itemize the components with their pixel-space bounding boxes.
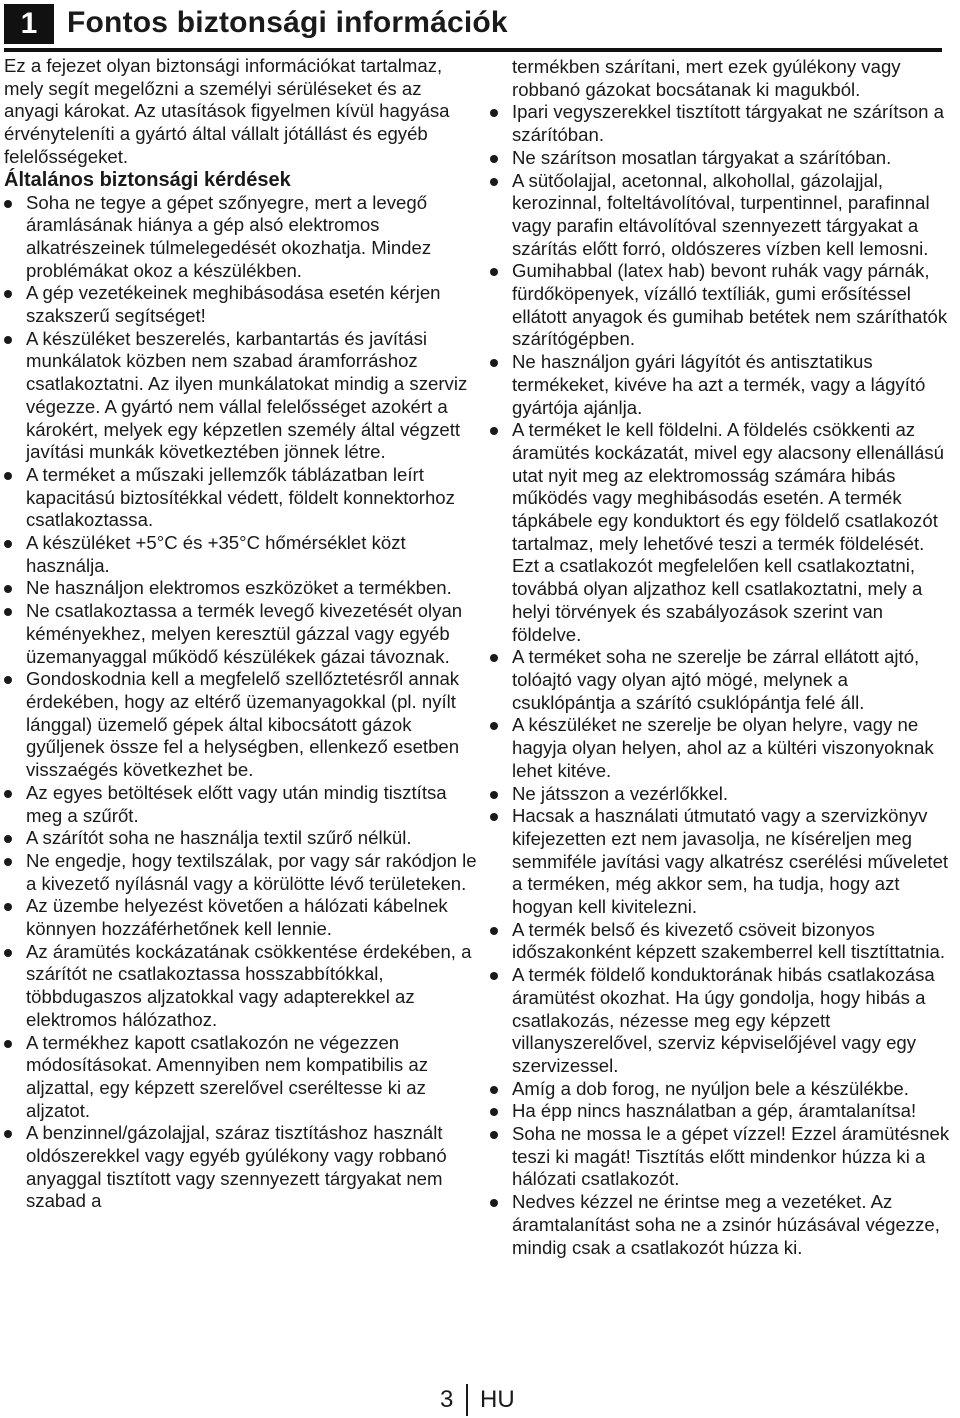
- continuation-text: termékben szárítani, mert ezek gyúlékony vagy robbanó gázokat bocsátanak ki magukból.: [512, 56, 901, 100]
- list-item: Ne használjon elektromos eszközöket a termékben.: [4, 577, 478, 600]
- list-item: A termék földelő konduktorának hibás csatlakozása áramütést okozhat. Ha úgy gondolja, hogy hibás a csatlakozás, nézesse meg egy képzett villanyszerelővel, szerviz képviselőjével vagy egy szervizessel.: [490, 964, 954, 1078]
- list-item: A sütőolajjal, acetonnal, alkohollal, gázolajjal, kerozinnal, folteltávolítóval, turpentinnel, parafinnal vagy parafin eltávolítóval szennyezett tárgyakat a szárítás előtt forró, oldószeres vízben kell lemosni.: [490, 170, 954, 261]
- list-item: Amíg a dob forog, ne nyúljon bele a készülékbe.: [490, 1078, 954, 1101]
- right-safety-list: [490, 101, 954, 1259]
- list-item: A készüléket ne szerelje be olyan helyre, vagy ne hagyja olyan helyen, ahol az a kültéri viszonyoknak lehet kitéve.: [490, 714, 954, 782]
- list-item: A terméket le kell földelni. A földelés csökkenti az áramütés kockázatát, mivel egy alacsony ellenállású utat nyit meg az elektromosság számára hibás működés vagy meghibásodás esetén. A termék tápkábele egy konduktort és egy földelő csatlakozót tartalmaz, mely lehetővé teszi a termék földelését. Ezt a csatlakozót megfelelően kell csatlakoztatni, továbbá olyan aljzathoz kell csatlakoztatni, mely a helyi törvények és szabályozások szerint van földelve.: [490, 419, 954, 646]
- list-item: Ne csatlakoztassa a termék levegő kivezetését olyan kéményekhez, melyen keresztül gázzal vagy egyéb üzemanyaggal működő készülékek gázai távoznak.: [4, 600, 478, 668]
- list-item: Soha ne mossa le a gépet vízzel! Ezzel áramütésnek teszi ki magát! Tisztítás előtt mindenkor húzza ki a hálózati csatlakozót.: [490, 1123, 954, 1191]
- section-subheading: Általános biztonsági kérdések: [4, 168, 291, 191]
- list-item: Ne szárítson mosatlan tárgyakat a szárítóban.: [490, 147, 954, 170]
- list-item: Ha épp nincs használatban a gép, áramtalanítsa!: [490, 1100, 954, 1123]
- list-item: A szárítót soha ne használja textil szűrő nélkül.: [4, 827, 478, 850]
- footer-divider: [466, 1384, 468, 1416]
- header-divider: [4, 48, 942, 52]
- list-item: A termékhez kapott csatlakozón ne végezzen módosításokat. Amennyiben nem kompatibilis az aljzattal, egy képzett szerelővel cseréltesse ki az aljzatot.: [4, 1032, 478, 1123]
- list-item: A termék belső és kivezető csöveit bizonyos időszakonként képzett szakemberrel kell tisztíttatnia.: [490, 919, 954, 964]
- list-item: A terméket a műszaki jellemzők táblázatban leírt kapacitású biztosítékkal védett, földelt konnektorhoz csatlakoztassa.: [4, 464, 478, 532]
- left-column: [4, 55, 478, 1213]
- list-item: A készüléket +5°C és +35°C hőmérséklet közt használja.: [4, 532, 478, 577]
- list-item: A gép vezetékeinek meghibásodása esetén kérjen szakszerű segítséget!: [4, 282, 478, 327]
- list-item: Nedves kézzel ne érintse meg a vezetéket. Az áramtalanítást soha ne a zsinór húzásával végezze, mindig csak a csatlakozót húzza ki.: [490, 1191, 954, 1259]
- list-item: Gondoskodnia kell a megfelelő szellőztetésről annak érdekében, hogy az eltérő üzemanyagokkal (pl. nyílt lánggal) üzemelő gépek által kibocsátott gázok gyűljenek össze fel a helységben, ellenkező esetben visszaégés következhet be.: [4, 668, 478, 782]
- list-item: A terméket soha ne szerelje be zárral ellátott ajtó, tolóajtó vagy olyan ajtó mögé, melynek a csuklópántja a szárító csuklópántja felé áll.: [490, 646, 954, 714]
- intro-paragraph: Ez a fejezet olyan biztonsági információkat tartalmaz, mely segít megelőzni a személyi sérüléseket és az anyagi károkat. Az utasítások figyelmen kívül hagyása érvényteleníti a gyártó által vállalt jótállást és egyéb felelősségeket.: [4, 55, 450, 167]
- list-item: Hacsak a használati útmutató vagy a szervizkönyv kifejezetten ezt nem javasolja, ne kíséreljen meg semmiféle javítási vagy alkatrész cserélési műveletet a terméken, még akkor sem, ha tudja, hogy azt hogyan kell kivitelezni.: [490, 805, 954, 919]
- left-safety-list: [4, 192, 478, 1214]
- list-item: Az áramütés kockázatának csökkentése érdekében, a szárítót ne csatlakoztassa hosszabbítókkal, többdugaszos aljzatokkal vagy adapterekkel az elektromos hálózathoz.: [4, 941, 478, 1032]
- page-footer: [440, 1384, 560, 1416]
- list-item: Az egyes betöltések előtt vagy után mindig tisztítsa meg a szűrőt.: [4, 782, 478, 827]
- page-number: 3: [440, 1386, 454, 1413]
- language-code: HU: [480, 1386, 515, 1413]
- list-item: Soha ne tegye a gépet szőnyegre, mert a levegő áramlásának hiánya a gép alsó elektromos alkatrészeinek túlmelegedését okozhatja. Mindez problémákat okoz a készülékben.: [4, 192, 478, 283]
- chapter-title: Fontos biztonsági információk: [67, 6, 508, 39]
- list-item: Ne játsszon a vezérlőkkel.: [490, 783, 954, 806]
- list-item: Ne engedje, hogy textilszálak, por vagy sár rakódjon le a kivezető nyílásnál vagy a körülötte lévő területeken.: [4, 850, 478, 895]
- list-item: Ipari vegyszerekkel tisztított tárgyakat ne szárítson a szárítóban.: [490, 101, 954, 146]
- list-item: Az üzembe helyezést követően a hálózati kábelnek könnyen hozzáférhetőnek kell lennie.: [4, 895, 478, 940]
- list-item: A benzinnel/gázolajjal, száraz tisztításhoz használt oldószerekkel vagy egyéb gyúlékony vagy robbanó anyaggal tisztított vagy szennyezett tárgyakat nem szabad a: [4, 1122, 478, 1213]
- list-item: Gumihabbal (latex hab) bevont ruhák vagy párnák, fürdőköpenyek, vízálló textíliák, gumi erősítéssel ellátott anyagok és gumihab betétek nem száríthatók szárítógépben.: [490, 260, 954, 351]
- list-item: A készüléket beszerelés, karbantartás és javítási munkálatok közben nem szabad áramforráshoz csatlakoztatni. Az ilyen munkálatokat mindig a szerviz végezze. A gyártó nem vállal felelősséget azokért a károkért, melyek egy képzetlen személy által végzett javítási munkák következtében jönnek létre.: [4, 328, 478, 464]
- list-item: Ne használjon gyári lágyítót és antisztatikus termékeket, kivéve ha azt a termék, vagy a lágyító gyártója ajánlja.: [490, 351, 954, 419]
- chapter-number-badge: 1: [4, 4, 54, 44]
- right-column: [490, 56, 954, 1259]
- chapter-header: [4, 2, 942, 46]
